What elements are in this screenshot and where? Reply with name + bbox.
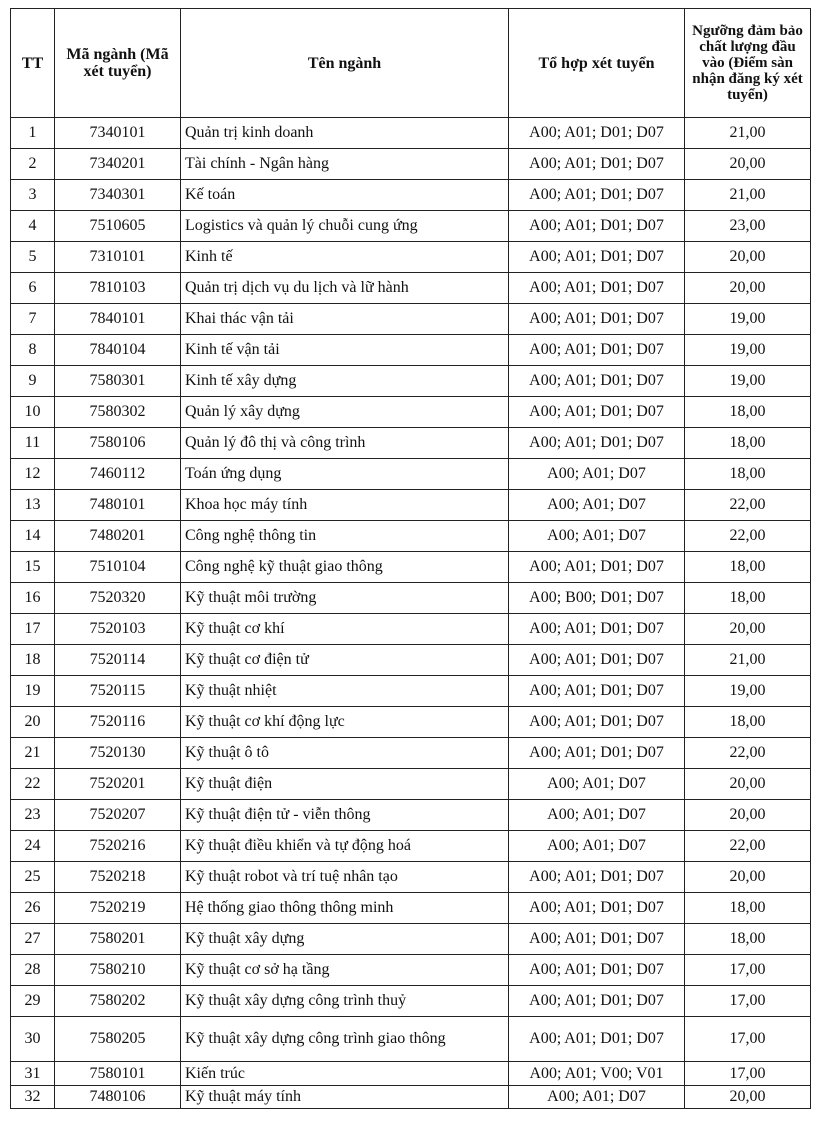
row-score: 22,00 bbox=[685, 521, 811, 552]
row-tt: 18 bbox=[11, 645, 55, 676]
table-row bbox=[11, 893, 811, 924]
table-row bbox=[11, 862, 811, 893]
row-name: Kỹ thuật cơ khí động lực bbox=[181, 707, 509, 738]
row-name: Kỹ thuật xây dựng công trình giao thông bbox=[181, 1017, 509, 1062]
row-name: Kỹ thuật nhiệt bbox=[181, 676, 509, 707]
row-name: Tài chính - Ngân hàng bbox=[181, 149, 509, 180]
row-combo: A00; A01; D01; D07 bbox=[509, 428, 685, 459]
row-combo: A00; A01; D07 bbox=[509, 831, 685, 862]
row-name: Kỹ thuật robot và trí tuệ nhân tạo bbox=[181, 862, 509, 893]
row-code: 7340301 bbox=[55, 180, 181, 211]
table-row bbox=[11, 769, 811, 800]
row-tt: 20 bbox=[11, 707, 55, 738]
row-name: Kinh tế bbox=[181, 242, 509, 273]
table-row bbox=[11, 273, 811, 304]
table-row bbox=[11, 335, 811, 366]
row-code: 7580101 bbox=[55, 1062, 181, 1086]
row-name: Khoa học máy tính bbox=[181, 490, 509, 521]
row-code: 7480201 bbox=[55, 521, 181, 552]
row-name: Quản trị kinh doanh bbox=[181, 118, 509, 149]
row-name: Khai thác vận tải bbox=[181, 304, 509, 335]
table-row bbox=[11, 149, 811, 180]
row-name: Công nghệ thông tin bbox=[181, 521, 509, 552]
row-code: 7520218 bbox=[55, 862, 181, 893]
row-score: 19,00 bbox=[685, 335, 811, 366]
row-name: Kỹ thuật xây dựng công trình thuỷ bbox=[181, 986, 509, 1017]
table-body bbox=[11, 118, 811, 1109]
row-name: Kỹ thuật ô tô bbox=[181, 738, 509, 769]
row-name: Quản lý xây dựng bbox=[181, 397, 509, 428]
row-combo: A00; A01; D01; D07 bbox=[509, 180, 685, 211]
row-name: Toán ứng dụng bbox=[181, 459, 509, 490]
row-tt: 29 bbox=[11, 986, 55, 1017]
row-code: 7460112 bbox=[55, 459, 181, 490]
row-combo: A00; A01; D01; D07 bbox=[509, 645, 685, 676]
row-combo: A00; A01; D07 bbox=[509, 1086, 685, 1109]
table-row bbox=[11, 118, 811, 149]
header-code: Mã ngành (Mã xét tuyển) bbox=[55, 9, 181, 118]
row-score: 17,00 bbox=[685, 1017, 811, 1062]
header-tt: TT bbox=[11, 9, 55, 118]
header-score: Ngưỡng đảm bảo chất lượng đầu vào (Điểm sàn nhận đăng ký xét tuyển) bbox=[685, 9, 811, 118]
row-combo: A00; A01; D07 bbox=[509, 800, 685, 831]
table-row bbox=[11, 211, 811, 242]
row-name: Kế toán bbox=[181, 180, 509, 211]
row-combo: A00; A01; D01; D07 bbox=[509, 552, 685, 583]
row-name: Kỹ thuật cơ khí bbox=[181, 614, 509, 645]
row-score: 18,00 bbox=[685, 583, 811, 614]
row-combo: A00; A01; D01; D07 bbox=[509, 211, 685, 242]
admission-table bbox=[10, 8, 811, 1109]
row-combo: A00; A01; D01; D07 bbox=[509, 862, 685, 893]
header-name: Tên ngành bbox=[181, 9, 509, 118]
row-score: 18,00 bbox=[685, 459, 811, 490]
row-code: 7580106 bbox=[55, 428, 181, 459]
row-code: 7310101 bbox=[55, 242, 181, 273]
table-row bbox=[11, 1062, 811, 1086]
row-code: 7480106 bbox=[55, 1086, 181, 1109]
row-code: 7520114 bbox=[55, 645, 181, 676]
row-tt: 6 bbox=[11, 273, 55, 304]
row-score: 19,00 bbox=[685, 366, 811, 397]
row-name: Quản lý đô thị và công trình bbox=[181, 428, 509, 459]
header-row bbox=[11, 9, 811, 118]
row-score: 20,00 bbox=[685, 242, 811, 273]
row-tt: 16 bbox=[11, 583, 55, 614]
row-combo: A00; A01; D01; D07 bbox=[509, 149, 685, 180]
row-code: 7580205 bbox=[55, 1017, 181, 1062]
row-code: 7520201 bbox=[55, 769, 181, 800]
row-score: 18,00 bbox=[685, 924, 811, 955]
table-row bbox=[11, 521, 811, 552]
row-code: 7580302 bbox=[55, 397, 181, 428]
row-combo: A00; A01; D01; D07 bbox=[509, 676, 685, 707]
row-tt: 4 bbox=[11, 211, 55, 242]
row-score: 17,00 bbox=[685, 955, 811, 986]
row-score: 19,00 bbox=[685, 304, 811, 335]
row-name: Kỹ thuật điều khiển và tự động hoá bbox=[181, 831, 509, 862]
row-code: 7340201 bbox=[55, 149, 181, 180]
row-tt: 9 bbox=[11, 366, 55, 397]
row-tt: 27 bbox=[11, 924, 55, 955]
table-row bbox=[11, 645, 811, 676]
row-code: 7520116 bbox=[55, 707, 181, 738]
row-code: 7520115 bbox=[55, 676, 181, 707]
row-score: 21,00 bbox=[685, 118, 811, 149]
table-row bbox=[11, 800, 811, 831]
table-row bbox=[11, 428, 811, 459]
row-combo: A00; A01; D01; D07 bbox=[509, 893, 685, 924]
row-tt: 14 bbox=[11, 521, 55, 552]
table-row bbox=[11, 459, 811, 490]
row-score: 18,00 bbox=[685, 552, 811, 583]
row-tt: 5 bbox=[11, 242, 55, 273]
row-combo: A00; A01; D01; D07 bbox=[509, 273, 685, 304]
row-tt: 15 bbox=[11, 552, 55, 583]
row-tt: 19 bbox=[11, 676, 55, 707]
row-tt: 31 bbox=[11, 1062, 55, 1086]
row-tt: 7 bbox=[11, 304, 55, 335]
row-name: Hệ thống giao thông thông minh bbox=[181, 893, 509, 924]
table-row bbox=[11, 1017, 811, 1062]
row-tt: 21 bbox=[11, 738, 55, 769]
row-score: 18,00 bbox=[685, 428, 811, 459]
row-code: 7480101 bbox=[55, 490, 181, 521]
row-tt: 25 bbox=[11, 862, 55, 893]
row-score: 18,00 bbox=[685, 397, 811, 428]
row-combo: A00; A01; D01; D07 bbox=[509, 397, 685, 428]
row-score: 19,00 bbox=[685, 676, 811, 707]
table-row bbox=[11, 242, 811, 273]
row-combo: A00; A01; D01; D07 bbox=[509, 242, 685, 273]
row-score: 18,00 bbox=[685, 893, 811, 924]
row-combo: A00; A01; D01; D07 bbox=[509, 986, 685, 1017]
row-score: 17,00 bbox=[685, 986, 811, 1017]
row-name: Kỹ thuật môi trường bbox=[181, 583, 509, 614]
table-row bbox=[11, 304, 811, 335]
row-name: Công nghệ kỹ thuật giao thông bbox=[181, 552, 509, 583]
row-name: Kinh tế vận tải bbox=[181, 335, 509, 366]
row-combo: A00; A01; D01; D07 bbox=[509, 1017, 685, 1062]
row-name: Kỹ thuật xây dựng bbox=[181, 924, 509, 955]
table-row bbox=[11, 180, 811, 211]
row-tt: 12 bbox=[11, 459, 55, 490]
row-tt: 11 bbox=[11, 428, 55, 459]
row-score: 20,00 bbox=[685, 1086, 811, 1109]
row-code: 7840104 bbox=[55, 335, 181, 366]
row-combo: A00; A01; D01; D07 bbox=[509, 955, 685, 986]
row-tt: 24 bbox=[11, 831, 55, 862]
table-row bbox=[11, 397, 811, 428]
row-name: Quản trị dịch vụ du lịch và lữ hành bbox=[181, 273, 509, 304]
row-tt: 10 bbox=[11, 397, 55, 428]
row-score: 20,00 bbox=[685, 769, 811, 800]
row-tt: 26 bbox=[11, 893, 55, 924]
row-tt: 1 bbox=[11, 118, 55, 149]
row-name: Logistics và quản lý chuỗi cung ứng bbox=[181, 211, 509, 242]
table-row bbox=[11, 583, 811, 614]
header-combo: Tổ hợp xét tuyển bbox=[509, 9, 685, 118]
row-tt: 30 bbox=[11, 1017, 55, 1062]
table-row bbox=[11, 614, 811, 645]
row-score: 20,00 bbox=[685, 800, 811, 831]
row-combo: A00; B00; D01; D07 bbox=[509, 583, 685, 614]
row-code: 7520103 bbox=[55, 614, 181, 645]
row-code: 7580201 bbox=[55, 924, 181, 955]
row-code: 7510104 bbox=[55, 552, 181, 583]
row-combo: A00; A01; D01; D07 bbox=[509, 118, 685, 149]
row-code: 7520219 bbox=[55, 893, 181, 924]
row-code: 7520216 bbox=[55, 831, 181, 862]
row-tt: 8 bbox=[11, 335, 55, 366]
row-name: Kinh tế xây dựng bbox=[181, 366, 509, 397]
row-score: 17,00 bbox=[685, 1062, 811, 1086]
row-score: 22,00 bbox=[685, 738, 811, 769]
row-score: 22,00 bbox=[685, 831, 811, 862]
row-tt: 28 bbox=[11, 955, 55, 986]
row-combo: A00; A01; D01; D07 bbox=[509, 304, 685, 335]
table-row bbox=[11, 707, 811, 738]
table-row bbox=[11, 552, 811, 583]
row-tt: 22 bbox=[11, 769, 55, 800]
row-code: 7580202 bbox=[55, 986, 181, 1017]
row-score: 20,00 bbox=[685, 862, 811, 893]
row-score: 20,00 bbox=[685, 149, 811, 180]
table-row bbox=[11, 738, 811, 769]
table-row bbox=[11, 490, 811, 521]
row-code: 7580210 bbox=[55, 955, 181, 986]
row-score: 20,00 bbox=[685, 273, 811, 304]
row-name: Kỹ thuật cơ điện tử bbox=[181, 645, 509, 676]
row-combo: A00; A01; D07 bbox=[509, 459, 685, 490]
table-row bbox=[11, 924, 811, 955]
row-combo: A00; A01; D01; D07 bbox=[509, 366, 685, 397]
row-combo: A00; A01; D01; D07 bbox=[509, 614, 685, 645]
row-name: Kỹ thuật máy tính bbox=[181, 1086, 509, 1109]
row-combo: A00; A01; D01; D07 bbox=[509, 738, 685, 769]
row-score: 18,00 bbox=[685, 707, 811, 738]
row-score: 21,00 bbox=[685, 645, 811, 676]
row-code: 7340101 bbox=[55, 118, 181, 149]
row-combo: A00; A01; D07 bbox=[509, 490, 685, 521]
row-combo: A00; A01; D01; D07 bbox=[509, 924, 685, 955]
table-row bbox=[11, 986, 811, 1017]
row-tt: 23 bbox=[11, 800, 55, 831]
row-name: Kỹ thuật điện bbox=[181, 769, 509, 800]
row-tt: 17 bbox=[11, 614, 55, 645]
row-code: 7520320 bbox=[55, 583, 181, 614]
row-code: 7510605 bbox=[55, 211, 181, 242]
table-row bbox=[11, 1086, 811, 1109]
row-code: 7840101 bbox=[55, 304, 181, 335]
row-combo: A00; A01; D07 bbox=[509, 769, 685, 800]
row-tt: 3 bbox=[11, 180, 55, 211]
table-row bbox=[11, 831, 811, 862]
row-score: 22,00 bbox=[685, 490, 811, 521]
row-score: 21,00 bbox=[685, 180, 811, 211]
row-name: Kỹ thuật điện tử - viễn thông bbox=[181, 800, 509, 831]
row-code: 7580301 bbox=[55, 366, 181, 397]
row-code: 7520130 bbox=[55, 738, 181, 769]
row-tt: 32 bbox=[11, 1086, 55, 1109]
row-tt: 13 bbox=[11, 490, 55, 521]
row-tt: 2 bbox=[11, 149, 55, 180]
row-combo: A00; A01; D07 bbox=[509, 521, 685, 552]
row-name: Kỹ thuật cơ sở hạ tầng bbox=[181, 955, 509, 986]
table-row bbox=[11, 366, 811, 397]
row-name: Kiến trúc bbox=[181, 1062, 509, 1086]
row-score: 23,00 bbox=[685, 211, 811, 242]
row-combo: A00; A01; D01; D07 bbox=[509, 707, 685, 738]
table-row bbox=[11, 955, 811, 986]
row-code: 7810103 bbox=[55, 273, 181, 304]
row-code: 7520207 bbox=[55, 800, 181, 831]
row-score: 20,00 bbox=[685, 614, 811, 645]
row-combo: A00; A01; V00; V01 bbox=[509, 1062, 685, 1086]
row-combo: A00; A01; D01; D07 bbox=[509, 335, 685, 366]
table-row bbox=[11, 676, 811, 707]
